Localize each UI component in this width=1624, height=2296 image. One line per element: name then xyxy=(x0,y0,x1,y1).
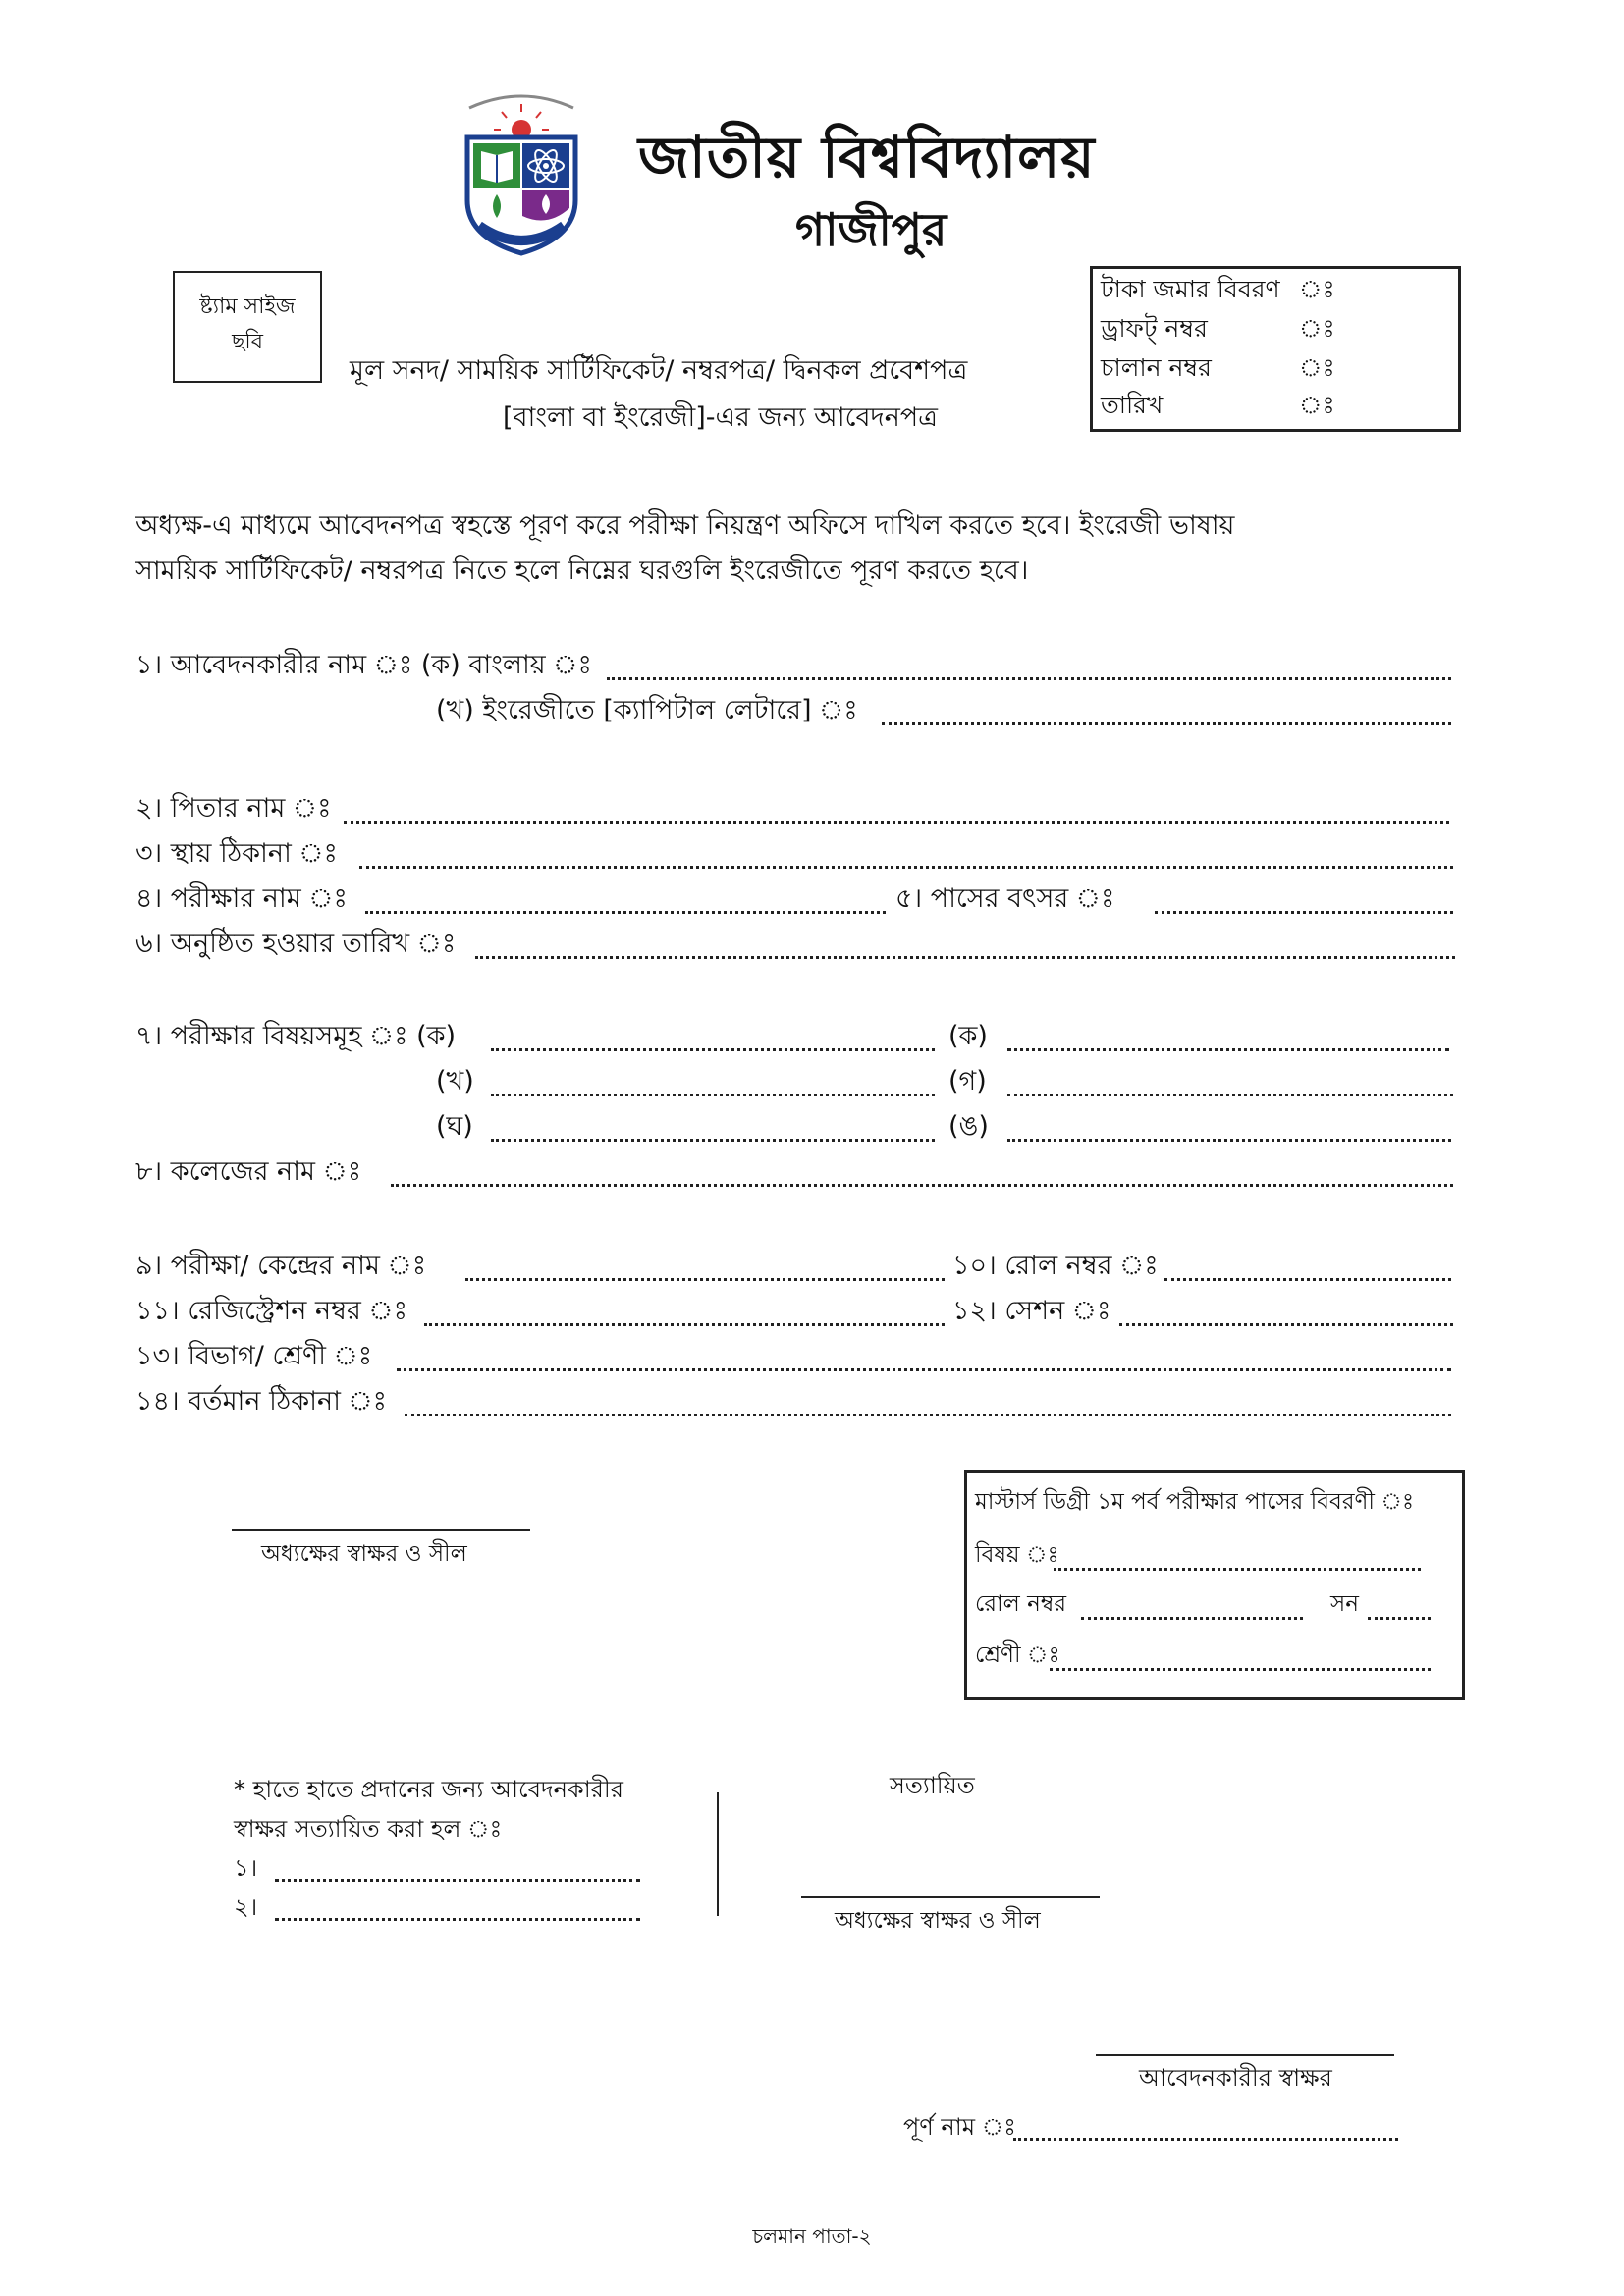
masters-roll-input[interactable] xyxy=(1081,1617,1303,1620)
field-applicant-name-english: (খ) ইংরেজীতে [ক্যাপিটাল লেটারে] ঃ xyxy=(436,695,858,725)
masters-box-title: মাস্টার্স ডিগ্রী ১ম পর্ব পরীক্ষার পাসের বিবরণী ঃ xyxy=(975,1489,1415,1515)
payment-label-date: তারিখ xyxy=(1101,391,1164,419)
masters-division-input[interactable] xyxy=(1050,1668,1431,1671)
university-location: গাজীপুর xyxy=(795,203,947,256)
attested-signature-line[interactable] xyxy=(801,1896,1100,1898)
field-roll-number-input[interactable] xyxy=(1164,1278,1451,1281)
field-applicant-name-bangla-input[interactable] xyxy=(607,677,1451,680)
payment-sep-challan: ঃ xyxy=(1299,353,1335,382)
field-pass-year: ৫। পাসের বৎসর ঃ xyxy=(895,883,1115,914)
field-subject-gha-label: (ঘ) xyxy=(436,1111,473,1142)
logo-emblem-icon xyxy=(460,90,583,257)
payment-sep-deposit: ঃ xyxy=(1299,275,1335,303)
attested-signature-label: অধ্যক্ষের স্বাক্ষর ও সীল xyxy=(835,1908,1041,1934)
handover-item2-input[interactable] xyxy=(275,1918,640,1921)
handover-line2: স্বাক্ষর সত্যায়িত করা হল ঃ xyxy=(234,1815,503,1842)
university-logo xyxy=(460,90,583,257)
principal-signature-line[interactable] xyxy=(232,1529,530,1531)
field-session: ১২। সেশন ঃ xyxy=(952,1296,1111,1326)
field-exam-name: ৪। পরীক্ষার নাম ঃ xyxy=(135,883,348,914)
field-registration-number: ১১। রেজিস্ট্রেশন নম্বর ঃ xyxy=(135,1296,407,1326)
handover-line1: * হাতে হাতে প্রদানের জন্য আবেদনকারীর xyxy=(234,1776,623,1803)
principal-signature-label: অধ্যক্ষের স্বাক্ষর ও সীল xyxy=(261,1541,467,1567)
field-present-address: ১৪। বর্তমান ঠিকানা ঃ xyxy=(135,1386,388,1416)
instructions-line1: অধ্যক্ষ-এ মাধ্যমে আবেদনপত্র স্বহস্তে পূরণ করে পরীক্ষা নিয়ন্ত্রণ অফিসে দাখিল করতে হবে। ইংরেজী ভাষায় xyxy=(135,510,1235,541)
field-subject-ga-input[interactable] xyxy=(1007,1094,1453,1096)
field-permanent-address: ৩। স্থায় ঠিকানা ঃ xyxy=(135,838,338,869)
payment-label-challan: চালান নম্বর xyxy=(1101,353,1212,382)
field-subject-ka2-label: (ক) xyxy=(948,1021,988,1051)
field-exam-center-input[interactable] xyxy=(465,1278,945,1281)
payment-label-draft: ড্রাফট্ নম্বর xyxy=(1101,314,1208,343)
payment-sep-date: ঃ xyxy=(1299,391,1335,419)
field-subject-gha-input[interactable] xyxy=(491,1139,935,1142)
form-heading-line2: [বাংলা বা ইংরেজী]-এর জন্য আবেদনপত্র xyxy=(503,402,938,433)
payment-label-deposit: টাকা জমার বিবরণ xyxy=(1101,275,1280,303)
field-subject-kha-label: (খ) xyxy=(436,1066,474,1096)
field-held-date: ৬। অনুষ্ঠিত হওয়ার তারিখ ঃ xyxy=(135,929,457,959)
attested-label: সত্যায়িত xyxy=(890,1772,975,1799)
applicant-full-name-label: পূর্ণ নাম ঃ xyxy=(903,2113,1016,2141)
field-registration-number-input[interactable] xyxy=(424,1323,945,1326)
field-applicant-name-english-input[interactable] xyxy=(882,722,1451,725)
masters-roll-label: রোল নম্বর xyxy=(975,1591,1067,1617)
handover-item1: ১। xyxy=(234,1854,258,1882)
field-division-input[interactable] xyxy=(397,1368,1451,1371)
applicant-signature-label: আবেদনকারীর স্বাক্ষর xyxy=(1139,2064,1332,2092)
field-applicant-name-bangla: ১। আবেদনকারীর নাম ঃ (ক) বাংলায় ঃ xyxy=(135,650,592,680)
field-subject-nga-input[interactable] xyxy=(1007,1139,1451,1142)
field-permanent-address-input[interactable] xyxy=(359,866,1453,869)
photo-box xyxy=(173,271,322,383)
page-footer: চলমান পাতা-২ xyxy=(752,2224,872,2248)
handover-item1-input[interactable] xyxy=(275,1879,640,1882)
field-subject-ka-input[interactable] xyxy=(491,1048,935,1051)
masters-box xyxy=(964,1470,1465,1700)
field-exam-center: ৯। পরীক্ষা/ কেন্দ্রের নাম ঃ xyxy=(135,1251,427,1281)
field-present-address-input[interactable] xyxy=(405,1414,1451,1416)
applicant-full-name-input[interactable] xyxy=(1013,2138,1398,2141)
form-heading-line1: মূল সনদ/ সাময়িক সার্টিফিকেট/ নম্বরপত্র/ দ্বিনকল প্রবেশপত্র xyxy=(350,355,968,386)
masters-year-input[interactable] xyxy=(1368,1617,1431,1620)
field-exam-name-input[interactable] xyxy=(365,911,886,914)
payment-box xyxy=(1090,266,1461,432)
applicant-signature-line[interactable] xyxy=(1096,2054,1394,2056)
payment-sep-draft: ঃ xyxy=(1299,314,1335,343)
masters-subject-label: বিষয় ঃ xyxy=(975,1542,1059,1568)
field-college-name: ৮। কলেজের নাম ঃ xyxy=(135,1156,362,1187)
field-session-input[interactable] xyxy=(1119,1323,1453,1326)
field-father-name-input[interactable] xyxy=(344,821,1449,824)
field-division: ১৩। বিভাগ/ শ্রেণী ঃ xyxy=(135,1341,373,1371)
field-pass-year-input[interactable] xyxy=(1155,911,1453,914)
photo-box-line2: ছবি xyxy=(232,330,263,354)
field-subject-nga-label: (ঙ) xyxy=(948,1111,989,1142)
field-subject-ka2-input[interactable] xyxy=(1007,1048,1449,1051)
masters-subject-input[interactable] xyxy=(1054,1568,1421,1571)
instructions-line2: সাময়িক সার্টিফিকেট/ নম্বরপত্র নিতে হলে নিম্নের ঘরগুলি ইংরেজীতে পূরণ করতে হবে। xyxy=(135,556,1029,586)
handover-item2: ২। xyxy=(234,1894,258,1921)
field-subjects: ৭। পরীক্ষার বিষয়সমূহ ঃ (ক) xyxy=(135,1021,457,1051)
field-subject-kha-input[interactable] xyxy=(491,1094,935,1096)
field-roll-number: ১০। রোল নম্বর ঃ xyxy=(952,1251,1159,1281)
field-father-name: ২। পিতার নাম ঃ xyxy=(135,793,332,824)
masters-year-label: সন xyxy=(1330,1591,1359,1617)
masters-division-label: শ্রেণী ঃ xyxy=(975,1642,1060,1668)
section-divider xyxy=(717,1792,719,1916)
university-title: জাতীয় বিশ্ববিদ্যালয় xyxy=(638,124,1096,190)
field-subject-ga-label: (গ) xyxy=(948,1066,987,1096)
field-held-date-input[interactable] xyxy=(475,956,1455,959)
photo-box-line1: ষ্ট্যাম সাইজ xyxy=(199,294,296,319)
field-college-name-input[interactable] xyxy=(391,1184,1453,1187)
